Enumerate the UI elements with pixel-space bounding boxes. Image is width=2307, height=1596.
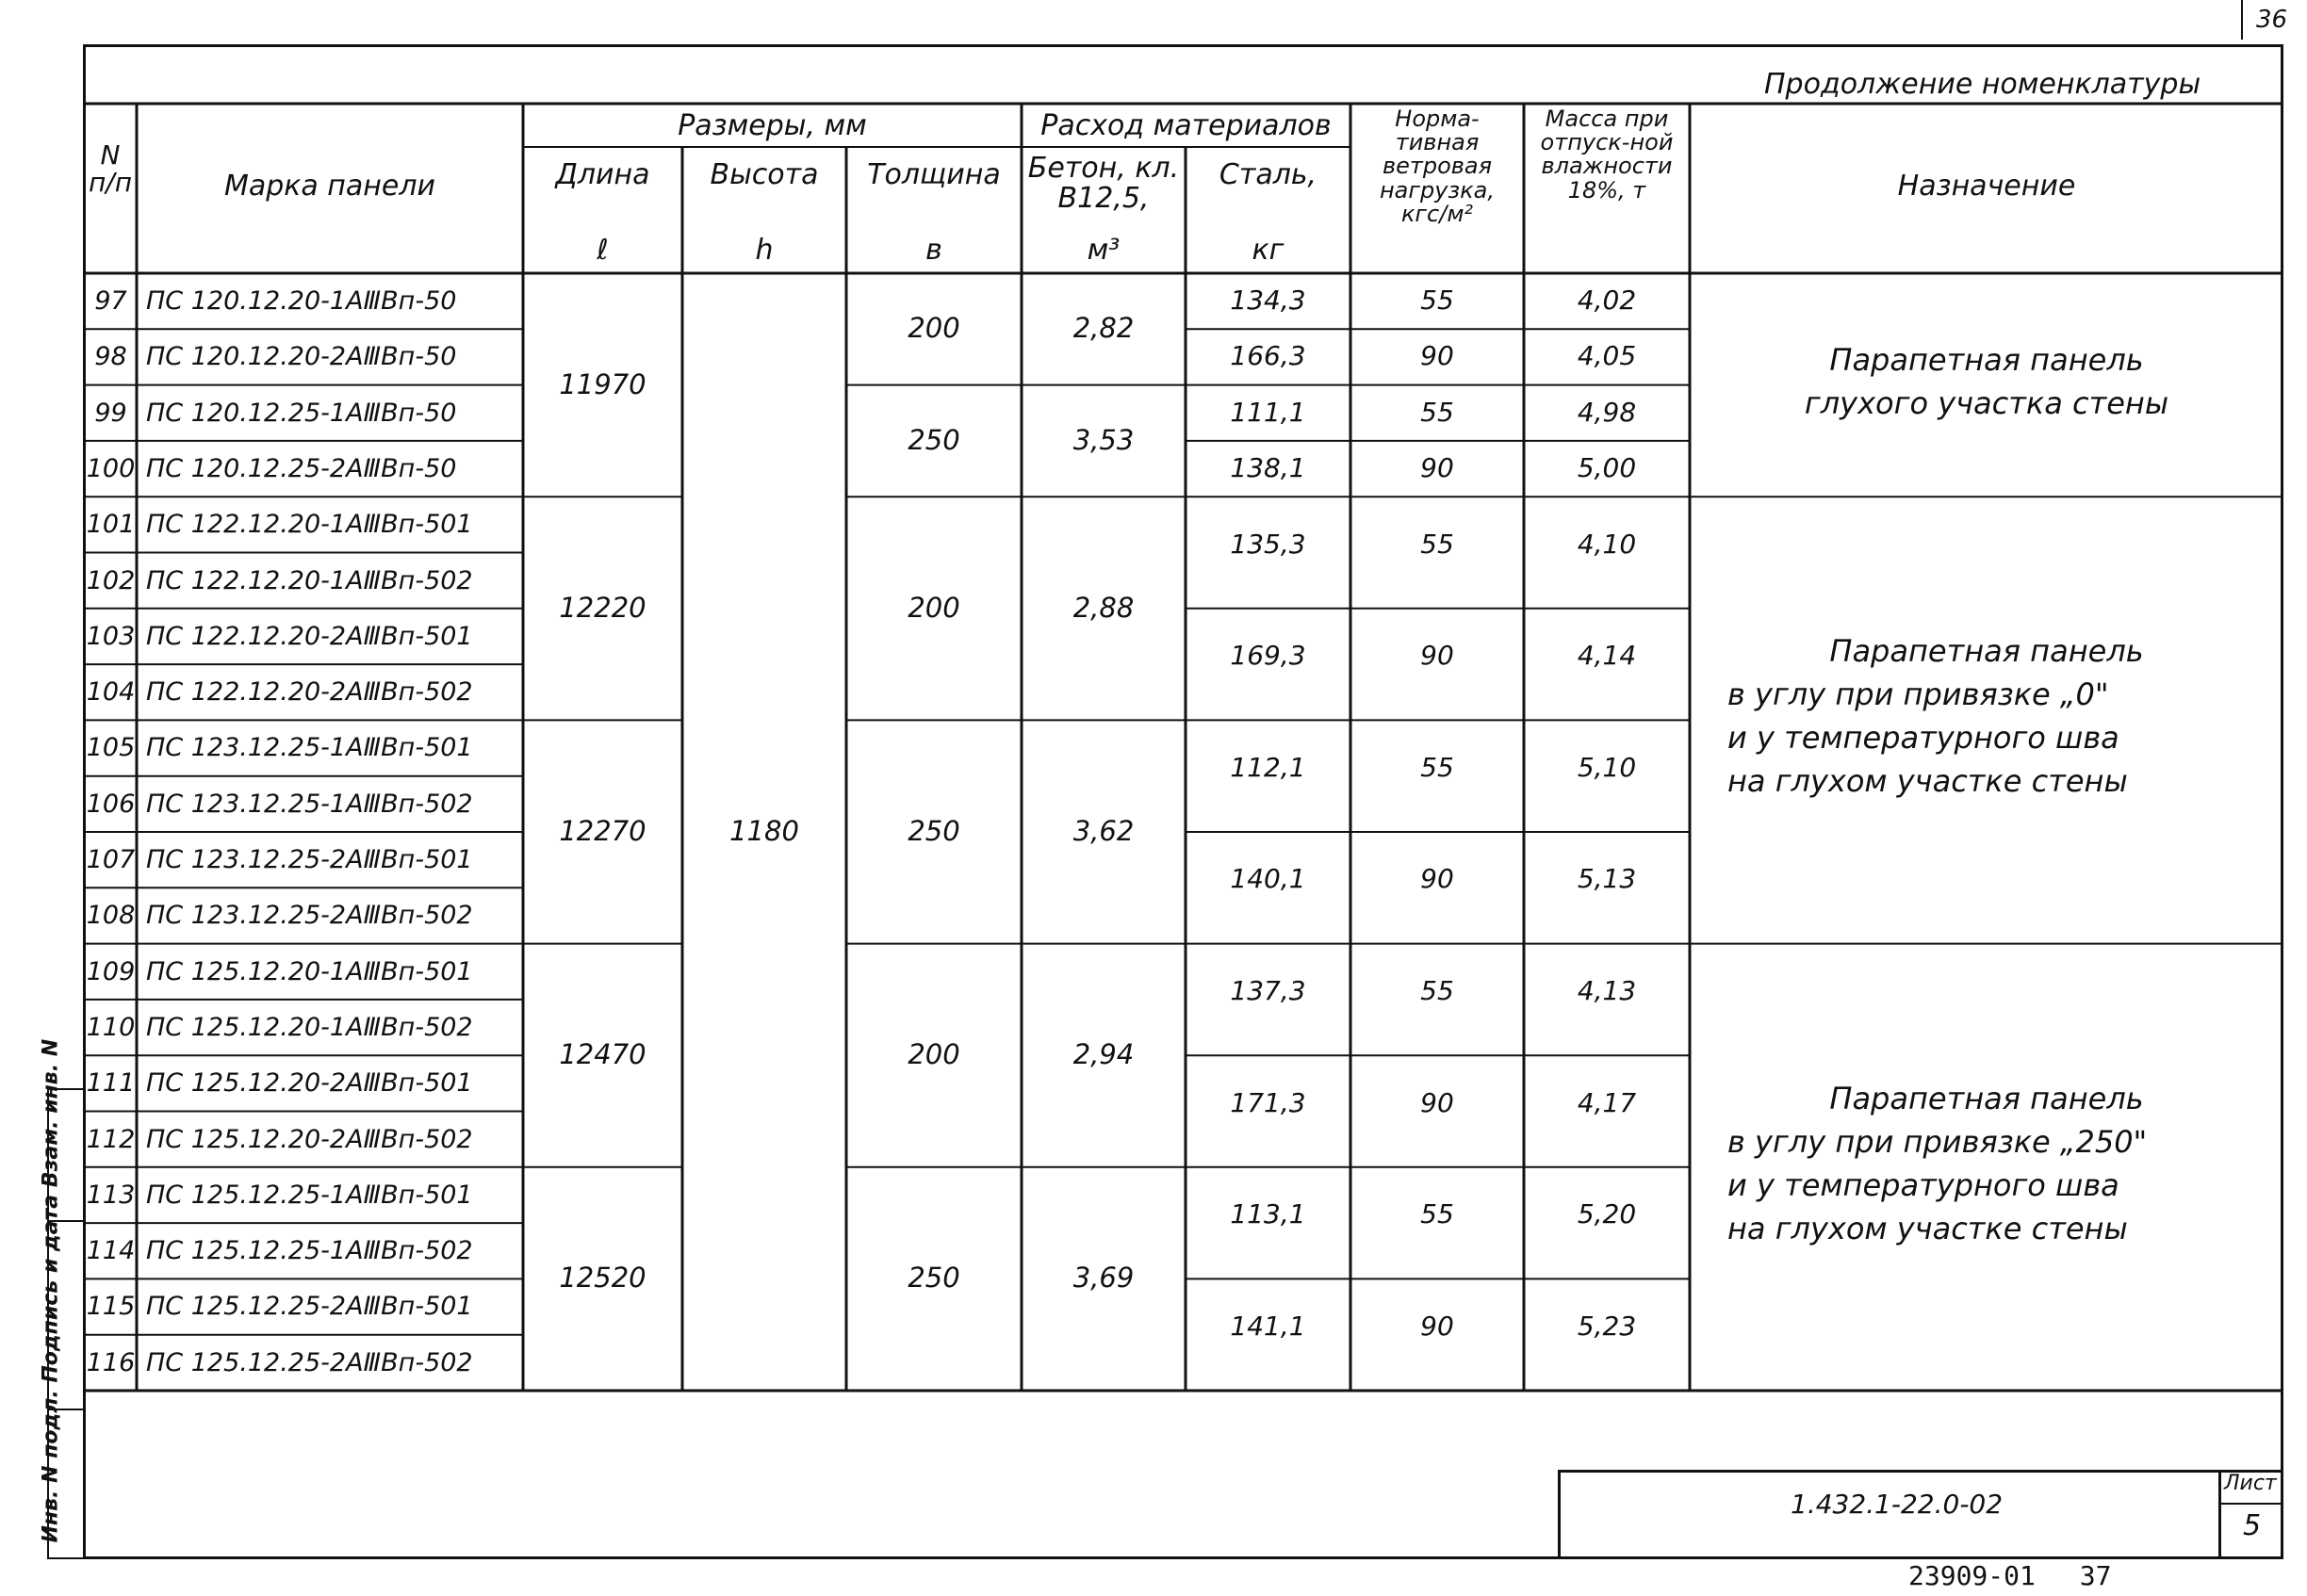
header-mark: Марка панели: [223, 170, 436, 203]
panel-mark: ПС 122.12.20-2АⅢВп-501: [146, 621, 473, 651]
wind-value: 55: [1420, 396, 1454, 428]
wind-value: 55: [1420, 751, 1454, 783]
mass-value: 5,00: [1577, 451, 1637, 483]
row-number: 111: [86, 1068, 136, 1099]
thickness-value: 250: [908, 815, 960, 847]
wind-value: 55: [1420, 285, 1454, 316]
mass-value: 4,02: [1577, 285, 1637, 316]
concrete-value: 3,53: [1072, 423, 1135, 456]
row-number: 116: [86, 1347, 136, 1377]
header-concrete: Бетон, кл. В12,5,: [1027, 152, 1180, 215]
row-number: 99: [94, 398, 127, 428]
panel-mark: ПС 125.12.25-2АⅢВп-501: [146, 1292, 473, 1322]
stamp-code: 1.432.1-22.0-02: [1791, 1489, 2004, 1520]
thickness-value: 250: [908, 1262, 960, 1295]
header-steel-unit: кг: [1252, 234, 1284, 267]
header-length-sym: ℓ: [597, 234, 609, 267]
steel-value: 135,3: [1230, 528, 1306, 560]
row-number: 105: [86, 733, 136, 763]
row-number: 98: [94, 342, 127, 372]
mass-value: 4,13: [1577, 974, 1637, 1006]
purpose-line: Парапетная панель: [1829, 1080, 2144, 1116]
purpose-line: и у температурного шва: [1727, 720, 2119, 757]
height-value: 1180: [729, 815, 799, 847]
header-purpose: Назначение: [1897, 170, 2076, 203]
purpose-line: глухого участка стены: [1804, 384, 2169, 421]
wind-value: 90: [1420, 451, 1454, 483]
steel-value: 171,3: [1230, 1086, 1306, 1118]
panel-mark: ПС 125.12.20-1АⅢВп-502: [146, 1012, 473, 1042]
steel-value: 134,3: [1230, 285, 1306, 316]
thickness-value: 200: [908, 312, 960, 345]
steel-value: 137,3: [1230, 974, 1306, 1006]
steel-value: 113,1: [1230, 1198, 1306, 1230]
steel-value: 111,1: [1230, 396, 1306, 428]
row-number: 97: [94, 286, 127, 316]
side-stamp-text: Инв. N подл. Подпись и дата Взам. инв. N: [39, 1038, 63, 1543]
thickness-value: 250: [908, 423, 960, 456]
panel-mark: ПС 123.12.25-1АⅢВп-501: [146, 733, 473, 763]
row-number: 107: [86, 845, 136, 874]
row-number: 104: [86, 677, 136, 708]
row-number: 106: [86, 789, 136, 819]
header-steel: Сталь,: [1219, 158, 1317, 191]
row-number: 112: [86, 1124, 136, 1154]
wind-value: 90: [1420, 1310, 1454, 1342]
purpose-line: в углу при привязке „0": [1727, 676, 2109, 713]
panel-mark: ПС 120.12.20-1АⅢВп-50: [146, 286, 457, 316]
panel-mark: ПС 123.12.25-2АⅢВп-502: [146, 901, 473, 931]
mass-value: 5,23: [1577, 1310, 1637, 1342]
thickness-value: 200: [908, 591, 960, 624]
panel-mark: ПС 123.12.25-1АⅢВп-502: [146, 789, 473, 819]
archive-code: 23909-01: [1908, 1560, 2036, 1591]
mass-value: 5,20: [1577, 1198, 1637, 1230]
concrete-value: 3,62: [1072, 815, 1135, 847]
row-number: 115: [86, 1292, 136, 1322]
length-value: 12220: [559, 591, 646, 624]
header-wind: Норма-тивная ветровая нагрузка, кгс/м²: [1379, 106, 1496, 227]
row-number: 103: [86, 621, 136, 651]
archive-page: 37: [2079, 1560, 2112, 1591]
sheet-label: Лист: [2224, 1472, 2277, 1495]
steel-value: 140,1: [1230, 863, 1306, 895]
header-concrete-unit: м³: [1087, 234, 1121, 267]
header-length: Длина: [555, 158, 650, 191]
steel-value: 112,1: [1230, 751, 1306, 783]
wind-value: 90: [1420, 1086, 1454, 1118]
length-value: 12470: [559, 1038, 646, 1071]
panel-mark: ПС 125.12.25-1АⅢВп-501: [146, 1180, 473, 1210]
row-number: 108: [86, 901, 136, 931]
concrete-value: 2,82: [1072, 312, 1135, 345]
panel-mark: ПС 120.12.20-2АⅢВп-50: [146, 342, 457, 372]
wind-value: 55: [1420, 528, 1454, 560]
header-height-sym: h: [755, 234, 774, 267]
panel-mark: ПС 125.12.20-1АⅢВп-501: [146, 956, 473, 986]
thickness-value: 200: [908, 1038, 960, 1071]
mass-value: 4,05: [1577, 340, 1637, 372]
row-number: 113: [86, 1180, 136, 1210]
row-number: 109: [86, 956, 136, 986]
wind-value: 90: [1420, 340, 1454, 372]
concrete-value: 2,88: [1072, 591, 1135, 624]
steel-value: 169,3: [1230, 640, 1306, 672]
header-materials-group: Расход материалов: [1040, 109, 1332, 142]
row-number: 101: [86, 510, 136, 540]
panel-mark: ПС 122.12.20-1АⅢВп-501: [146, 510, 473, 540]
row-number: 114: [86, 1236, 136, 1266]
panel-mark: ПС 125.12.20-2АⅢВп-501: [146, 1068, 473, 1099]
purpose-line: на глухом участке стены: [1727, 763, 2128, 800]
header-thickness-sym: в: [925, 234, 942, 267]
mass-value: 5,13: [1577, 863, 1637, 895]
length-value: 12270: [559, 815, 646, 847]
mass-value: 4,10: [1577, 528, 1637, 560]
panel-mark: ПС 125.12.25-2АⅢВп-502: [146, 1347, 473, 1377]
wind-value: 55: [1420, 974, 1454, 1006]
row-number: 102: [86, 565, 136, 595]
mass-value: 4,14: [1577, 640, 1637, 672]
length-value: 11970: [559, 367, 646, 400]
sheet-number: 5: [2243, 1509, 2262, 1542]
concrete-value: 2,94: [1072, 1038, 1135, 1071]
purpose-line: в углу при привязке „250": [1727, 1123, 2148, 1160]
purpose-line: на глухом участке стены: [1727, 1210, 2128, 1246]
mass-value: 4,17: [1577, 1086, 1637, 1118]
panel-mark: ПС 120.12.25-1АⅢВп-50: [146, 398, 457, 428]
length-value: 12520: [559, 1262, 646, 1295]
purpose-line: и у температурного шва: [1727, 1166, 2119, 1203]
mass-value: 5,10: [1577, 751, 1637, 783]
wind-value: 90: [1420, 640, 1454, 672]
mass-value: 4,98: [1577, 396, 1637, 428]
panel-mark: ПС 123.12.25-2АⅢВп-501: [146, 845, 473, 874]
steel-value: 138,1: [1230, 451, 1306, 483]
purpose-line: Парапетная панель: [1829, 341, 2144, 378]
header-mass: Масса при отпуск-ной влажности 18%, т: [1540, 106, 1674, 204]
wind-value: 90: [1420, 863, 1454, 895]
panel-mark: ПС 125.12.20-2АⅢВп-502: [146, 1124, 473, 1154]
panel-mark: ПС 125.12.25-1АⅢВп-502: [146, 1236, 473, 1266]
concrete-value: 3,69: [1072, 1262, 1135, 1295]
row-number: 110: [86, 1012, 136, 1042]
steel-value: 166,3: [1230, 340, 1306, 372]
corner-sheet-number: 36: [2256, 6, 2288, 34]
header-thickness: Толщина: [867, 158, 1001, 191]
archive-number: [1908, 1560, 2111, 1591]
panel-mark: ПС 122.12.20-2АⅢВп-502: [146, 677, 473, 708]
continuation-title: Продолжение номенклатуры: [1764, 68, 2201, 101]
header-sizes-group: Размеры, мм: [678, 109, 867, 142]
purpose-line: Парапетная панель: [1829, 633, 2144, 670]
steel-value: 141,1: [1230, 1310, 1306, 1342]
header-height: Высота: [710, 158, 819, 191]
panel-mark: ПС 120.12.25-2АⅢВп-50: [146, 453, 457, 483]
row-number: 100: [86, 453, 136, 483]
header-num: N п/п: [88, 139, 133, 199]
panel-mark: ПС 122.12.20-1АⅢВп-502: [146, 565, 473, 595]
wind-value: 55: [1420, 1198, 1454, 1230]
